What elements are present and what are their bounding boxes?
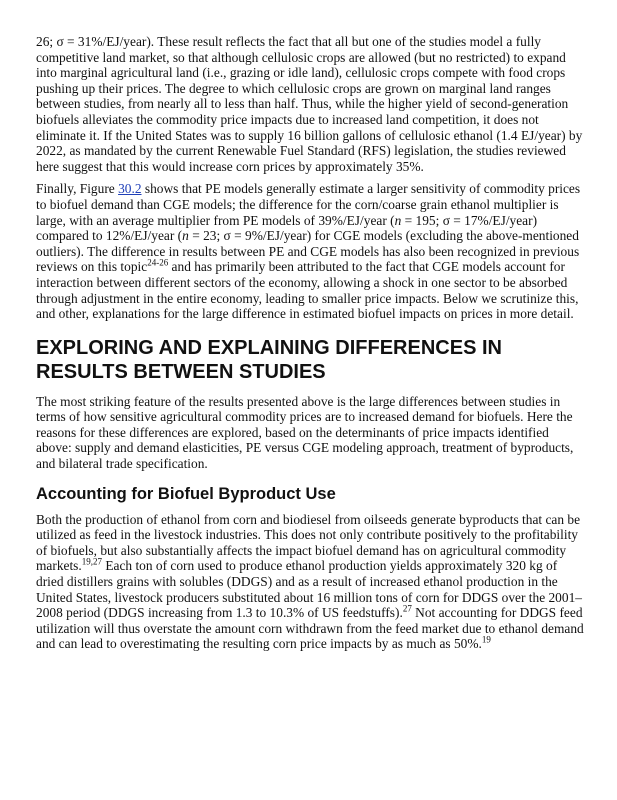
paragraph-text: = 195; σ = 17%/EJ/year) compared to 12%/EJ/year ( [36,212,538,244]
paragraph-text: Each ton of corn used to produce ethanol production yields approximately 320 kg of dried distillers grains with solubles (DDGS) and as a result of increased ethanol production in the United States, livestock producers substituted about 16 million tons of corn for DDGS over the 2001–2008 period (DDGS increasing from 1.3 to 10.3% of US feedstuffs). [36,558,582,621]
paragraph-text: shows that PE models generally estimate a larger sensitivity of commodity prices to biofuel demand than CGE models; the difference for the corn/coarse grain ethanol multiplier is large, with an average multiplier from PE models of 39%/EJ/year ( [36,181,581,228]
section-intro-paragraph [36,394,584,472]
citation-superscript: 19 [481,634,491,645]
citation-superscript: 24-26 [147,257,169,268]
paragraph-text: 26; σ = 31%/EJ/year). These result reflects the fact that all but one of the studies model a fully competitive land market, so that although cellulosic crops are allowed (but no restricted) to expand into marginal agricultural land (i.e., grazing or idle land), cellulosic crops compete with food crops pushing up their prices. The degree to which cellulosic crops are grown on marginal land ranges between studies, from nearly all to less than half. Thus, while the higher yield of second-generation biofuels alleviates the commodity price impacts due to increased land competition, it does not eliminate it. If the United States was to supply 16 billion gallons of cellulosic ethanol (1.4 EJ/year) by 2022, as mandated by the current Renewable Fuel Standard (RFS) legislation, the studies reviewed here suggest that this would increase corn prices by approximately 35%. [36,34,583,174]
byproduct-paragraph [36,512,584,652]
paragraph-text: Not accounting for DDGS feed utilization will thus overstate the amount corn withdrawn from the feed market due to ethanol demand and can lead to overestimating the resulting corn price impacts by as much as 50%. [36,605,584,652]
paragraph-text: Both the production of ethanol from corn and biodiesel from oilseeds generate byproducts that can be utilized as feed in the livestock industries. This does not only contribute positively to the profitability of biofuels, but also substantially affects the impact biofuel demand has on agricultural commodity markets. [36,511,581,574]
section-heading: EXPLORING AND EXPLAINING DIFFERENCES IN RESULTS BETWEEN STUDIES [36,336,502,383]
paragraph-text: The most striking feature of the results presented above is the large differences between studies in terms of how sensitive agricultural commodity prices are to increased demand for biofuels. Here the reasons for these differences are explored, based on the determinants of price impacts identified above: supply and demand elasticities, PE versus CGE modeling approach, treatment of byproducts, and bilateral trade specification. [36,393,574,472]
italic-n: n [394,212,402,228]
paragraph-text: Finally, Figure [36,181,119,197]
paragraph-text: = 23; σ = 9%/EJ/year) for CGE models (excluding the above-mentioned outliers). The difference in results between PE and CGE models has also been recognized in previous reviews on this topic [36,228,580,275]
italic-n: n [182,228,189,244]
paragraph-text: and has primarily been attributed to the fact that CGE models account for interaction between different sectors of the economy, allowing a shock in one sector to be absorbed through adjustment in the entire economy, leading to smaller price impacts. Below we scrutinize this, and other, explanations for the large difference in estimated biofuel impacts on prices in more detail. [36,259,579,322]
subsection-heading: Accounting for Biofuel Byproduct Use [36,484,336,503]
paragraph-continued [36,34,584,174]
citation-superscript: 27 [402,603,412,614]
page-content [36,34,584,659]
paragraph-pe-vs-cge [36,181,584,321]
citation-superscript: 19,27 [81,556,102,567]
figure-link[interactable]: 30.2 [118,181,142,197]
